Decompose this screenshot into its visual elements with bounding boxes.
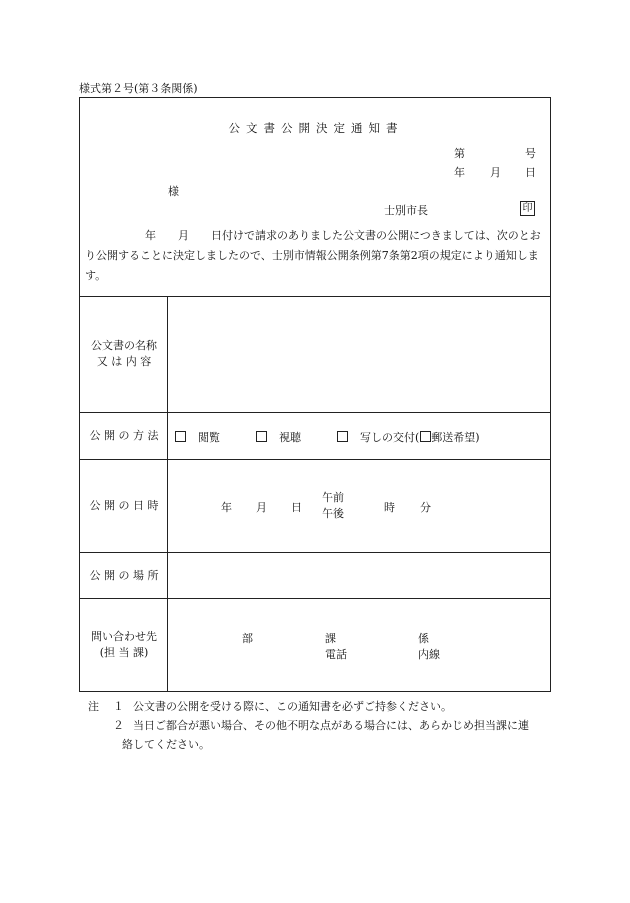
method-option-copy[interactable]	[337, 429, 480, 445]
seal-stamp	[520, 201, 535, 216]
notice-body	[85, 226, 547, 286]
body-month: 月	[178, 229, 189, 242]
option-label: 視聴	[279, 431, 301, 444]
unit: 係	[418, 632, 429, 645]
notice-form	[79, 97, 551, 692]
divider	[80, 296, 550, 297]
hour: 時	[384, 501, 395, 514]
am-label: 午前	[322, 491, 344, 504]
divider	[80, 459, 550, 460]
date-month: 月	[256, 501, 267, 514]
section: 課	[325, 632, 336, 645]
extension: 内線	[418, 648, 440, 661]
divider	[80, 598, 550, 599]
phone: 電話	[325, 648, 347, 661]
notes-heading: 注	[88, 700, 99, 713]
option-label: 写しの交付(	[360, 431, 420, 444]
checkbox-icon[interactable]	[175, 431, 186, 442]
date-day: 日	[291, 501, 302, 514]
contact-label-line2: (担 当 課)	[99, 646, 149, 659]
note-1-number: １	[113, 700, 124, 713]
note-1-text: 公文書の公開を受ける際に、この通知書を必ずご持参ください。	[133, 700, 452, 713]
seal-icon: 印	[520, 201, 535, 216]
method-option-listen[interactable]	[256, 429, 301, 445]
contact-label-line1: 問い合わせ先	[91, 630, 157, 643]
dept: 部	[242, 632, 253, 645]
name-label	[85, 338, 163, 370]
salutation: 様	[168, 185, 179, 198]
option-label: 閲覧	[198, 431, 220, 444]
checkbox-icon[interactable]	[256, 431, 267, 442]
datetime-label: 公 開 の 日 時	[89, 499, 159, 512]
checkbox-icon[interactable]	[337, 431, 348, 442]
date-year: 年	[221, 501, 232, 514]
am-pm	[322, 490, 344, 522]
form-title: 公文書公開決定通知書	[228, 121, 404, 135]
issuer: 士別市長	[384, 204, 428, 217]
name-label-line1: 公文書の名称	[91, 339, 157, 352]
body-text: 日付けで請求のありました公文書の公開につきましては、次のとおり公開することに決定しましたので、士別市情報公開条例第7条第2項の規定により通知します。	[85, 229, 541, 282]
place-label: 公 開 の 場 所	[89, 569, 159, 582]
contact-label	[85, 629, 163, 661]
body-year: 年	[145, 229, 156, 242]
method-option-view[interactable]	[175, 429, 220, 445]
note-2-text-line1: 当日ご都合が悪い場合、その他不明な点がある場合には、あらかじめ担当課に連	[133, 719, 529, 732]
number-suffix: 号	[525, 147, 536, 160]
note-2-number: ２	[113, 719, 124, 732]
name-label-line2: 又 は 内 容	[96, 355, 152, 368]
method-label: 公 開 の 方 法	[89, 429, 159, 442]
pm-label: 午後	[322, 507, 344, 520]
form-number: 様式第２号(第３条関係)	[79, 82, 198, 95]
minute: 分	[420, 501, 431, 514]
number-prefix: 第	[454, 147, 465, 160]
header-month: 月	[490, 166, 501, 179]
column-divider	[167, 296, 168, 691]
mail-option-label: 郵送希望)	[431, 431, 480, 444]
divider	[80, 552, 550, 553]
header-year: 年	[454, 166, 465, 179]
checkbox-icon[interactable]	[420, 431, 431, 442]
note-2-text-line2: 絡してください。	[122, 738, 210, 751]
header-day: 日	[525, 166, 536, 179]
divider	[80, 412, 550, 413]
